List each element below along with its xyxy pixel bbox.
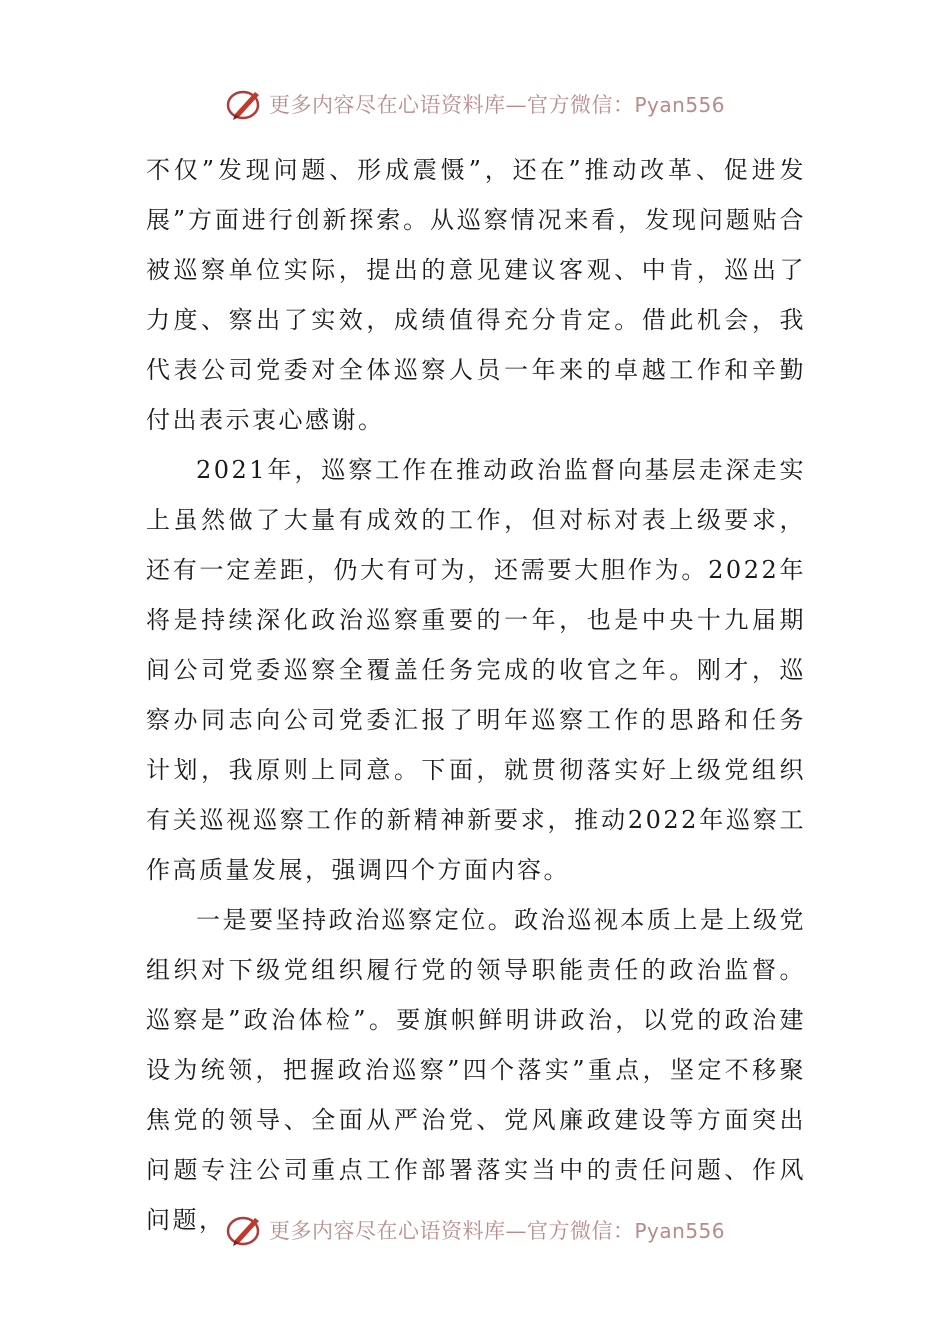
pen-logo-icon <box>225 86 265 122</box>
banner-text: 更多内容尽在心语资料库—官方微信：Pyan556 <box>268 1219 725 1243</box>
paragraph-3: 一是要坚持政治巡察定位。政治巡视本质上是上级党组织对下级党组织履行党的领导职能责任的政治监督。巡察是”政治体检”。要旗帜鲜明讲政治，以党的政治建设为统领，把握政治巡察”四个落实”重点，坚定不移聚焦党的领导、全面从严治党、党风廉政建设等方面突出问题专注公司重点工作部署落实当中的责任问题、作风问题， <box>146 906 806 1234</box>
banner-text: 更多内容尽在心语资料库—官方微信：Pyan556 <box>268 93 725 117</box>
paragraph-1: 不仅”发现问题、形成震慑”，还在”推动改革、促进发展”方面进行创新探索。从巡察情况来看，发现问题贴合被巡察单位实际，提出的意见建议客观、中肯，巡出了力度、察出了实效，成绩值得充分肯定。借此机会，我代表公司党委对全体巡察人员一年来的卓越工作和辛勤付出表示衷心感谢。 <box>146 156 806 434</box>
header-watermark-banner <box>0 84 950 124</box>
pen-logo-icon <box>225 1212 265 1248</box>
paragraph-2: 2021年，巡察工作在推动政治监督向基层走深走实上虽然做了大量有成效的工作，但对标对表上级要求，还有一定差距，仍大有可为，还需要大胆作为。2022年将是持续深化政治巡察重要的一年，也是中央十九届期间公司党委巡察全覆盖任务完成的收官之年。刚才，巡察办同志向公司党委汇报了明年巡察工作的思路和任务计划，我原则上同意。下面，就贯彻落实好上级党组织有关巡视巡察工作的新精神新要求，推动2022年巡察工作高质量发展，强调四个方面内容。 <box>146 456 806 884</box>
footer-watermark-banner <box>0 1210 950 1250</box>
document-body <box>146 145 806 1245</box>
